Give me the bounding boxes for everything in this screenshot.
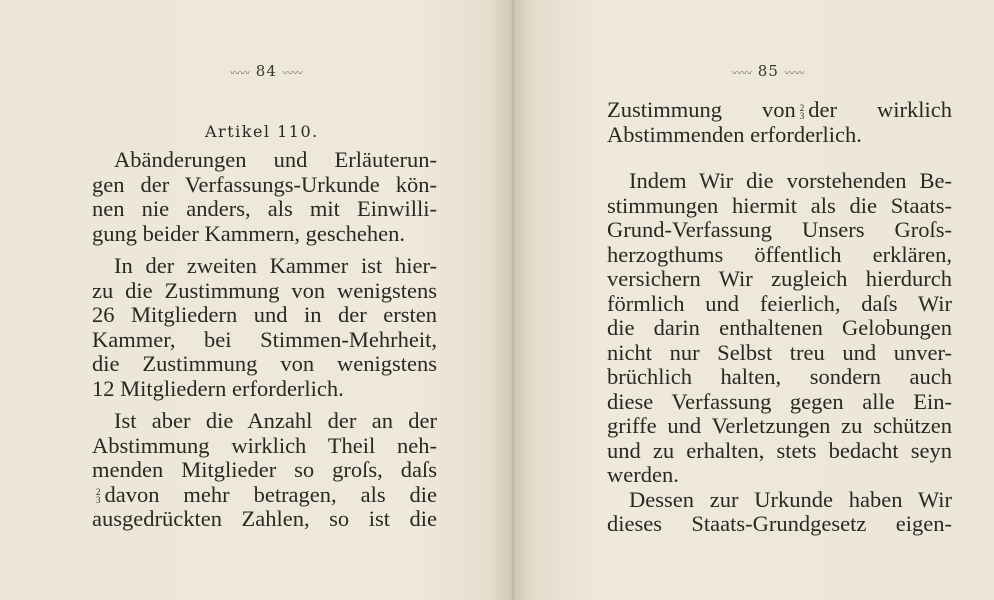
right-page <box>514 0 994 600</box>
text-line: 26 Mitgliedern und in der ersten <box>92 302 437 327</box>
text-line: griffe und Verletzungen zu schützen <box>607 413 952 438</box>
text-line: herzogthums öffentlich erklären, <box>607 241 952 267</box>
fraction-denominator: 3 <box>799 110 805 121</box>
article-heading: Artikel 110. <box>205 122 319 141</box>
text-line: zu die Zustimmung von wenigstens <box>92 277 437 303</box>
folio-ornament: 〰〰 <box>732 68 752 80</box>
text-line: förmlich und feierlich, daſs Wir <box>607 290 952 316</box>
text-line: brüchlich halten, sondern auch <box>607 364 952 389</box>
text-line: Kammer, bei Stimmen-Mehrheit, <box>92 326 437 352</box>
text-line: stimmungen hiermit als die Staats- <box>607 192 952 218</box>
fraction-line-text: davon mehr betragen, als die <box>104 481 437 507</box>
fraction <box>96 488 101 504</box>
text-line: gung beider Kammern, geschehen. <box>92 220 406 246</box>
text-line: Abstimmenden erforderlich. <box>607 121 862 147</box>
text-line: versichern Wir zugleich hierdurch <box>607 266 952 291</box>
text-line: dieses Staats-Grundgesetz eigen- <box>607 511 952 536</box>
text-line-with-fraction <box>607 98 952 123</box>
text-line: gen der Verfassungs-Urkunde kön- <box>92 171 437 197</box>
text-line: Grund-Verfassung Unsers Groſs- <box>607 217 952 242</box>
text-line: nen nie anders, als mit Einwilli- <box>92 196 437 221</box>
left-page-number <box>230 62 303 80</box>
fraction-numerator: 2 <box>799 102 805 113</box>
text-line: Abänderungen und Erläuterun- <box>114 147 437 172</box>
folio-ornament: 〰〰 <box>282 68 303 80</box>
text-line: 12 Mitgliedern erforderlich. <box>92 375 344 401</box>
folio-ornament: 〰〰 <box>230 68 250 80</box>
fraction-numerator: 2 <box>96 487 101 498</box>
folio-ornament: 〰〰 <box>784 68 805 80</box>
right-text-column <box>607 98 952 537</box>
text-line: werden. <box>607 462 679 487</box>
text-line: nicht nur Selbst treu und unver- <box>607 339 952 365</box>
left-folio-number: 84 <box>255 62 277 80</box>
text-line: Ist aber die Anzahl der an der <box>114 408 437 433</box>
text-line: Abstimmung wirklich Theil neh- <box>92 432 437 458</box>
text-line: Indem Wir die vorstehenden Be- <box>629 168 952 193</box>
text-line: die darin enthaltenen Gelobungen <box>607 315 952 340</box>
text-line: ausgedrückten Zahlen, so ist die <box>92 506 437 531</box>
line-start: Zustimmung von <box>607 97 796 122</box>
text-line: diese Verfassung gegen alle Ein- <box>607 388 952 414</box>
text-line: die Zustimmung von wenigstens <box>92 351 437 376</box>
right-page-number <box>732 62 805 80</box>
left-text-column <box>92 148 437 532</box>
fraction <box>800 104 805 120</box>
right-folio-number: 85 <box>757 62 779 80</box>
text-line-with-fraction <box>92 483 437 508</box>
text-line: In der zweiten Kammer ist hier- <box>114 253 437 278</box>
line-end: der wirklich <box>808 97 952 122</box>
fraction-denominator: 3 <box>96 495 101 506</box>
text-line: und zu erhalten, stets bedacht seyn <box>607 437 952 463</box>
text-line: Dessen zur Urkunde haben Wir <box>629 486 952 512</box>
text-line: menden Mitglieder so groſs, daſs <box>92 457 437 482</box>
